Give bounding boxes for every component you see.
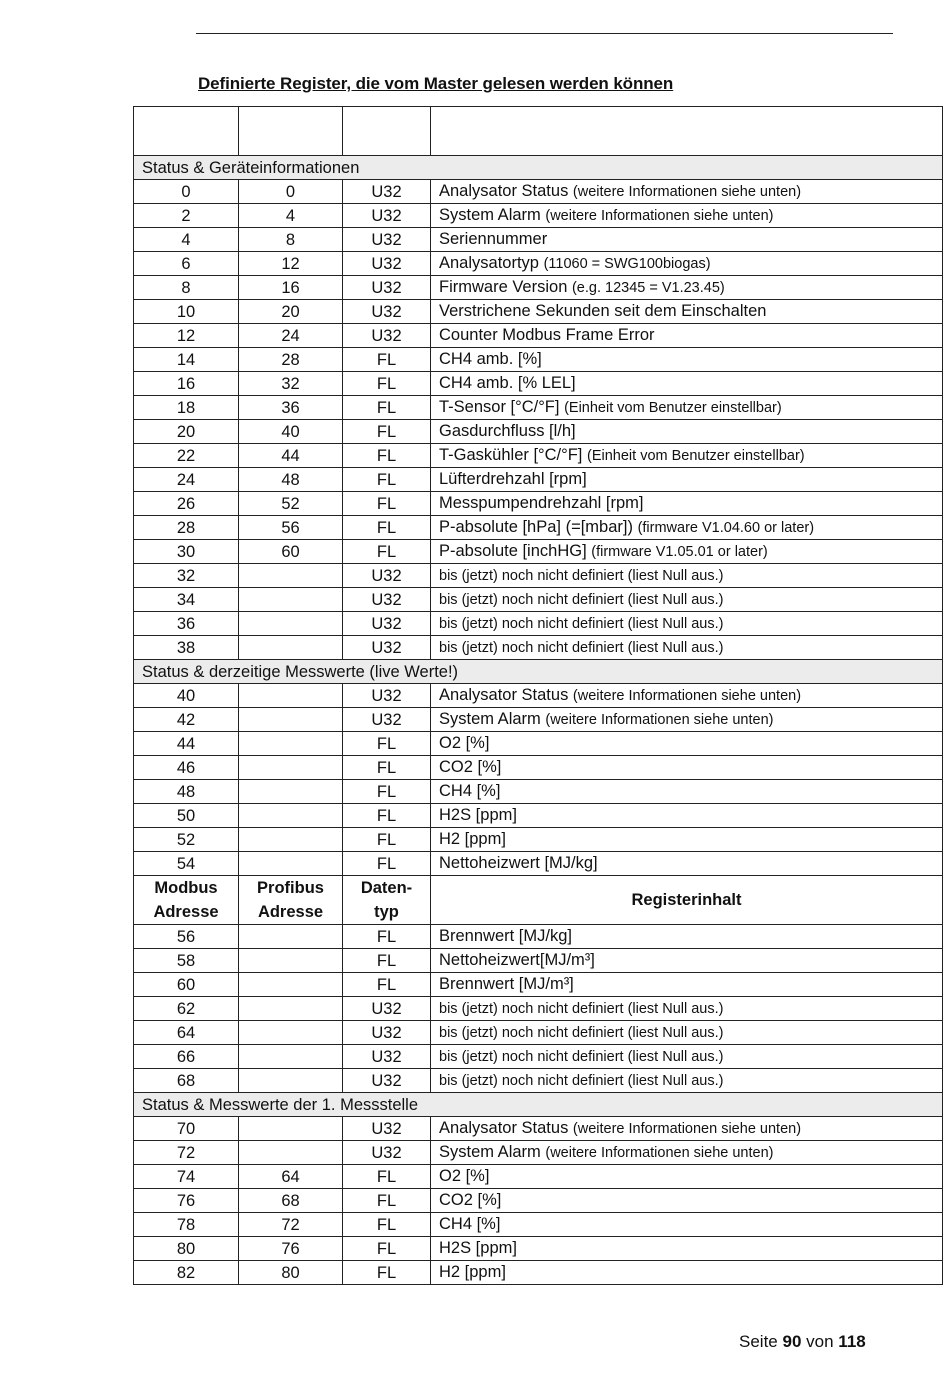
dtype-cell: U32 [343, 324, 431, 348]
register-content-cell [431, 1045, 943, 1069]
register-description: Nettoheizwert [MJ/kg] [439, 854, 598, 872]
register-table [133, 106, 943, 1285]
register-description: P-absolute [hPa] (=[mbar]) [439, 518, 633, 536]
dtype-cell: FL [343, 444, 431, 468]
modbus-cell: 76 [134, 1189, 239, 1213]
modbus-cell: 28 [134, 516, 239, 540]
profibus-cell [239, 804, 343, 828]
table-row [134, 756, 943, 780]
profibus-cell [239, 925, 343, 949]
table-row [134, 852, 943, 876]
register-description: Gasdurchfluss [l/h] [439, 422, 576, 440]
register-content-cell [431, 348, 943, 372]
table-row [134, 1069, 943, 1093]
profibus-cell: 8 [239, 228, 343, 252]
register-note: (firmware V1.04.60 or later) [637, 520, 815, 536]
profibus-cell [239, 1141, 343, 1165]
table-row [134, 1141, 943, 1165]
table-row [134, 925, 943, 949]
modbus-cell: 0 [134, 180, 239, 204]
register-description: H2 [ppm] [439, 1263, 506, 1281]
register-description: Analysator Status [439, 182, 569, 200]
profibus-cell [239, 588, 343, 612]
modbus-cell: 74 [134, 1165, 239, 1189]
profibus-cell: 64 [239, 1165, 343, 1189]
table-row [134, 780, 943, 804]
register-description: O2 [%] [439, 734, 490, 752]
blank-cell [431, 107, 943, 156]
table-row [134, 973, 943, 997]
modbus-cell: 40 [134, 684, 239, 708]
register-description: CH4 [%] [439, 1215, 501, 1233]
register-description: CH4 amb. [% LEL] [439, 374, 576, 392]
dtype-cell: U32 [343, 180, 431, 204]
modbus-cell: 42 [134, 708, 239, 732]
profibus-cell [239, 708, 343, 732]
modbus-cell: 50 [134, 804, 239, 828]
modbus-cell: 62 [134, 997, 239, 1021]
dtype-cell: FL [343, 780, 431, 804]
dtype-cell: FL [343, 396, 431, 420]
dtype-cell: U32 [343, 1021, 431, 1045]
modbus-cell: 24 [134, 468, 239, 492]
modbus-cell: 56 [134, 925, 239, 949]
register-content-cell [431, 708, 943, 732]
table-row [134, 636, 943, 660]
modbus-cell: 16 [134, 372, 239, 396]
table-row [134, 204, 943, 228]
profibus-cell: 12 [239, 252, 343, 276]
profibus-cell: 52 [239, 492, 343, 516]
register-content-cell [431, 564, 943, 588]
register-note: (weitere Informationen siehe unten) [545, 1145, 774, 1161]
profibus-cell [239, 612, 343, 636]
table-row [134, 180, 943, 204]
table-row [134, 1213, 943, 1237]
profibus-cell [239, 684, 343, 708]
register-note: (Einheit vom Benutzer einstellbar) [587, 448, 805, 464]
blank-cell [343, 107, 431, 156]
register-content-cell [431, 1165, 943, 1189]
register-note: bis (jetzt) noch nicht definiert (liest Null aus.) [439, 616, 724, 632]
dtype-cell: FL [343, 540, 431, 564]
dtype-cell: U32 [343, 612, 431, 636]
profibus-cell: 24 [239, 324, 343, 348]
table-row [134, 396, 943, 420]
register-description: CO2 [%] [439, 1191, 502, 1209]
modbus-cell: 6 [134, 252, 239, 276]
dtype-cell: FL [343, 468, 431, 492]
modbus-cell: 20 [134, 420, 239, 444]
column-header-col2: Profibus Adresse [239, 876, 343, 925]
profibus-cell: 36 [239, 396, 343, 420]
profibus-cell: 32 [239, 372, 343, 396]
register-description: O2 [%] [439, 1167, 490, 1185]
modbus-cell: 26 [134, 492, 239, 516]
profibus-cell: 56 [239, 516, 343, 540]
dtype-cell: U32 [343, 708, 431, 732]
profibus-cell: 48 [239, 468, 343, 492]
register-description: Messpumpendrehzahl [rpm] [439, 494, 644, 512]
register-content-cell [431, 492, 943, 516]
column-header-row [134, 876, 943, 925]
blank-cell [134, 107, 239, 156]
footer-page-number: 90 [782, 1332, 802, 1351]
register-description: System Alarm [439, 1143, 541, 1161]
modbus-cell: 18 [134, 396, 239, 420]
register-content-cell [431, 1213, 943, 1237]
dtype-cell: FL [343, 1213, 431, 1237]
profibus-cell: 72 [239, 1213, 343, 1237]
table-row [134, 300, 943, 324]
register-description: Seriennummer [439, 230, 548, 248]
register-description: Analysatortyp [439, 254, 539, 272]
modbus-cell: 48 [134, 780, 239, 804]
table-row [134, 444, 943, 468]
table-row [134, 228, 943, 252]
dtype-cell: U32 [343, 252, 431, 276]
register-content-cell [431, 997, 943, 1021]
register-note: bis (jetzt) noch nicht definiert (liest Null aus.) [439, 1049, 724, 1065]
profibus-cell: 28 [239, 348, 343, 372]
register-content-cell [431, 540, 943, 564]
modbus-cell: 80 [134, 1237, 239, 1261]
register-content-cell [431, 828, 943, 852]
page-footer [739, 1332, 866, 1352]
register-content-cell [431, 300, 943, 324]
register-content-cell [431, 1021, 943, 1045]
register-content-cell [431, 372, 943, 396]
register-note: bis (jetzt) noch nicht definiert (liest Null aus.) [439, 1073, 724, 1089]
table-row [134, 804, 943, 828]
table-row [134, 997, 943, 1021]
profibus-cell: 76 [239, 1237, 343, 1261]
blank-row [134, 107, 943, 156]
dtype-cell: FL [343, 949, 431, 973]
modbus-cell: 66 [134, 1045, 239, 1069]
table-row [134, 372, 943, 396]
table-row [134, 684, 943, 708]
register-content-cell [431, 804, 943, 828]
dtype-cell: FL [343, 804, 431, 828]
table-row [134, 708, 943, 732]
footer-of: von [806, 1332, 834, 1351]
table-row [134, 828, 943, 852]
register-description: Analysator Status [439, 686, 569, 704]
profibus-cell [239, 732, 343, 756]
section-row [134, 1093, 943, 1117]
dtype-cell: U32 [343, 588, 431, 612]
profibus-cell: 20 [239, 300, 343, 324]
modbus-cell: 68 [134, 1069, 239, 1093]
table-row [134, 949, 943, 973]
modbus-cell: 60 [134, 973, 239, 997]
dtype-cell: U32 [343, 300, 431, 324]
register-content-cell [431, 1069, 943, 1093]
register-content-cell [431, 1189, 943, 1213]
register-description: T-Sensor [°C/°F] [439, 398, 560, 416]
table-row [134, 588, 943, 612]
register-description: H2S [ppm] [439, 806, 517, 824]
table-row [134, 1261, 943, 1285]
section-row [134, 156, 943, 180]
modbus-cell: 72 [134, 1141, 239, 1165]
register-content-cell [431, 420, 943, 444]
register-note: (weitere Informationen siehe unten) [545, 208, 774, 224]
register-description: H2 [ppm] [439, 830, 506, 848]
register-note: (weitere Informationen siehe unten) [572, 184, 802, 200]
modbus-cell: 52 [134, 828, 239, 852]
modbus-cell: 44 [134, 732, 239, 756]
register-description: CH4 [%] [439, 782, 501, 800]
table-row [134, 1189, 943, 1213]
dtype-cell: U32 [343, 997, 431, 1021]
section-row [134, 660, 943, 684]
register-description: Analysator Status [439, 1119, 569, 1137]
dtype-cell: U32 [343, 204, 431, 228]
modbus-cell: 46 [134, 756, 239, 780]
dtype-cell: FL [343, 372, 431, 396]
dtype-cell: FL [343, 925, 431, 949]
dtype-cell: U32 [343, 1045, 431, 1069]
register-content-cell [431, 1261, 943, 1285]
register-description: Brennwert [MJ/kg] [439, 927, 572, 945]
register-content-cell [431, 636, 943, 660]
profibus-cell: 68 [239, 1189, 343, 1213]
table-row [134, 276, 943, 300]
register-content-cell [431, 925, 943, 949]
register-note: (weitere Informationen siehe unten) [572, 1121, 802, 1137]
dtype-cell: U32 [343, 1141, 431, 1165]
profibus-cell [239, 636, 343, 660]
dtype-cell: U32 [343, 636, 431, 660]
column-header-col1: Modbus Adresse [134, 876, 239, 925]
modbus-cell: 14 [134, 348, 239, 372]
modbus-cell: 36 [134, 612, 239, 636]
dtype-cell: U32 [343, 276, 431, 300]
dtype-cell: FL [343, 1237, 431, 1261]
register-note: (e.g. 12345 = V1.23.45) [571, 280, 725, 296]
register-content-cell [431, 1117, 943, 1141]
modbus-cell: 58 [134, 949, 239, 973]
profibus-cell [239, 780, 343, 804]
footer-total-pages: 118 [838, 1332, 866, 1351]
modbus-cell: 64 [134, 1021, 239, 1045]
register-content-cell [431, 468, 943, 492]
dtype-cell: FL [343, 420, 431, 444]
register-description: T-Gaskühler [°C/°F] [439, 446, 583, 464]
profibus-cell [239, 852, 343, 876]
register-description: H2S [ppm] [439, 1239, 517, 1257]
column-header-col4: Registerinhalt [431, 876, 943, 925]
dtype-cell: FL [343, 828, 431, 852]
modbus-cell: 54 [134, 852, 239, 876]
register-description: P-absolute [inchHG] [439, 542, 587, 560]
profibus-cell: 60 [239, 540, 343, 564]
dtype-cell: U32 [343, 684, 431, 708]
profibus-cell: 40 [239, 420, 343, 444]
modbus-cell: 34 [134, 588, 239, 612]
register-note: bis (jetzt) noch nicht definiert (liest Null aus.) [439, 592, 724, 608]
dtype-cell: FL [343, 1165, 431, 1189]
register-content-cell [431, 180, 943, 204]
register-description: CO2 [%] [439, 758, 502, 776]
dtype-cell: U32 [343, 564, 431, 588]
register-content-cell [431, 780, 943, 804]
profibus-cell [239, 949, 343, 973]
modbus-cell: 30 [134, 540, 239, 564]
table-row [134, 1021, 943, 1045]
table-row [134, 564, 943, 588]
register-content-cell [431, 252, 943, 276]
profibus-cell: 44 [239, 444, 343, 468]
register-note: (11060 = SWG100biogas) [543, 256, 711, 272]
table-row [134, 1237, 943, 1261]
page-title: Definierte Register, die vom Master gelesen werden können [198, 74, 674, 93]
section-label: Status & derzeitige Messwerte (live Werte!) [134, 660, 943, 684]
table-row [134, 468, 943, 492]
modbus-cell: 78 [134, 1213, 239, 1237]
modbus-cell: 2 [134, 204, 239, 228]
register-note: bis (jetzt) noch nicht definiert (liest Null aus.) [439, 1025, 724, 1041]
table-row [134, 492, 943, 516]
register-description: Lüfterdrehzahl [rpm] [439, 470, 587, 488]
dtype-cell: FL [343, 732, 431, 756]
register-description: System Alarm [439, 710, 541, 728]
profibus-cell: 0 [239, 180, 343, 204]
register-content-cell [431, 588, 943, 612]
register-content-cell [431, 276, 943, 300]
table-row [134, 324, 943, 348]
register-description: System Alarm [439, 206, 541, 224]
register-content-cell [431, 973, 943, 997]
dtype-cell: FL [343, 516, 431, 540]
profibus-cell: 4 [239, 204, 343, 228]
register-description: CH4 amb. [%] [439, 350, 542, 368]
modbus-cell: 38 [134, 636, 239, 660]
blank-cell [239, 107, 343, 156]
modbus-cell: 12 [134, 324, 239, 348]
register-content-cell [431, 732, 943, 756]
register-description: Firmware Version [439, 278, 568, 296]
register-note: bis (jetzt) noch nicht definiert (liest Null aus.) [439, 568, 724, 584]
table-row [134, 1117, 943, 1141]
dtype-cell: FL [343, 1189, 431, 1213]
register-note: bis (jetzt) noch nicht definiert (liest Null aus.) [439, 1001, 724, 1017]
footer-prefix: Seite [739, 1332, 778, 1351]
table-row [134, 348, 943, 372]
register-description: Brennwert [MJ/m³] [439, 975, 574, 993]
profibus-cell [239, 1021, 343, 1045]
register-description: Nettoheizwert[MJ/m³] [439, 951, 595, 969]
profibus-cell [239, 1045, 343, 1069]
register-description: Verstrichene Sekunden seit dem Einschalten [439, 302, 767, 320]
section-label: Status & Messwerte der 1. Messstelle [134, 1093, 943, 1117]
profibus-cell [239, 973, 343, 997]
register-note: (weitere Informationen siehe unten) [545, 712, 774, 728]
profibus-cell [239, 756, 343, 780]
profibus-cell [239, 828, 343, 852]
register-content-cell [431, 852, 943, 876]
dtype-cell: U32 [343, 1117, 431, 1141]
modbus-cell: 4 [134, 228, 239, 252]
dtype-cell: FL [343, 492, 431, 516]
register-content-cell [431, 204, 943, 228]
register-note: bis (jetzt) noch nicht definiert (liest Null aus.) [439, 640, 724, 656]
modbus-cell: 70 [134, 1117, 239, 1141]
register-content-cell [431, 756, 943, 780]
header-rule [196, 33, 893, 34]
table-row [134, 1165, 943, 1189]
table-row [134, 1045, 943, 1069]
table-row [134, 420, 943, 444]
profibus-cell [239, 564, 343, 588]
modbus-cell: 32 [134, 564, 239, 588]
modbus-cell: 82 [134, 1261, 239, 1285]
register-content-cell [431, 612, 943, 636]
modbus-cell: 22 [134, 444, 239, 468]
profibus-cell: 16 [239, 276, 343, 300]
profibus-cell [239, 1069, 343, 1093]
dtype-cell: FL [343, 348, 431, 372]
table-row [134, 252, 943, 276]
register-content-cell [431, 949, 943, 973]
register-content-cell [431, 1141, 943, 1165]
column-header-col3: Daten- typ [343, 876, 431, 925]
dtype-cell: FL [343, 973, 431, 997]
register-content-cell [431, 1237, 943, 1261]
profibus-cell: 80 [239, 1261, 343, 1285]
modbus-cell: 8 [134, 276, 239, 300]
dtype-cell: U32 [343, 228, 431, 252]
register-content-cell [431, 396, 943, 420]
register-content-cell [431, 516, 943, 540]
register-note: (Einheit vom Benutzer einstellbar) [564, 400, 782, 416]
dtype-cell: FL [343, 1261, 431, 1285]
register-content-cell [431, 684, 943, 708]
modbus-cell: 10 [134, 300, 239, 324]
register-content-cell [431, 324, 943, 348]
dtype-cell: FL [343, 756, 431, 780]
table-row [134, 612, 943, 636]
table-row [134, 540, 943, 564]
register-content-cell [431, 444, 943, 468]
table-row [134, 732, 943, 756]
dtype-cell: FL [343, 852, 431, 876]
register-content-cell [431, 228, 943, 252]
register-description: Counter Modbus Frame Error [439, 326, 655, 344]
register-note: (weitere Informationen siehe unten) [572, 688, 802, 704]
register-note: (firmware V1.05.01 or later) [591, 544, 768, 560]
section-label: Status & Geräteinformationen [134, 156, 943, 180]
table-row [134, 516, 943, 540]
profibus-cell [239, 997, 343, 1021]
dtype-cell: U32 [343, 1069, 431, 1093]
profibus-cell [239, 1117, 343, 1141]
